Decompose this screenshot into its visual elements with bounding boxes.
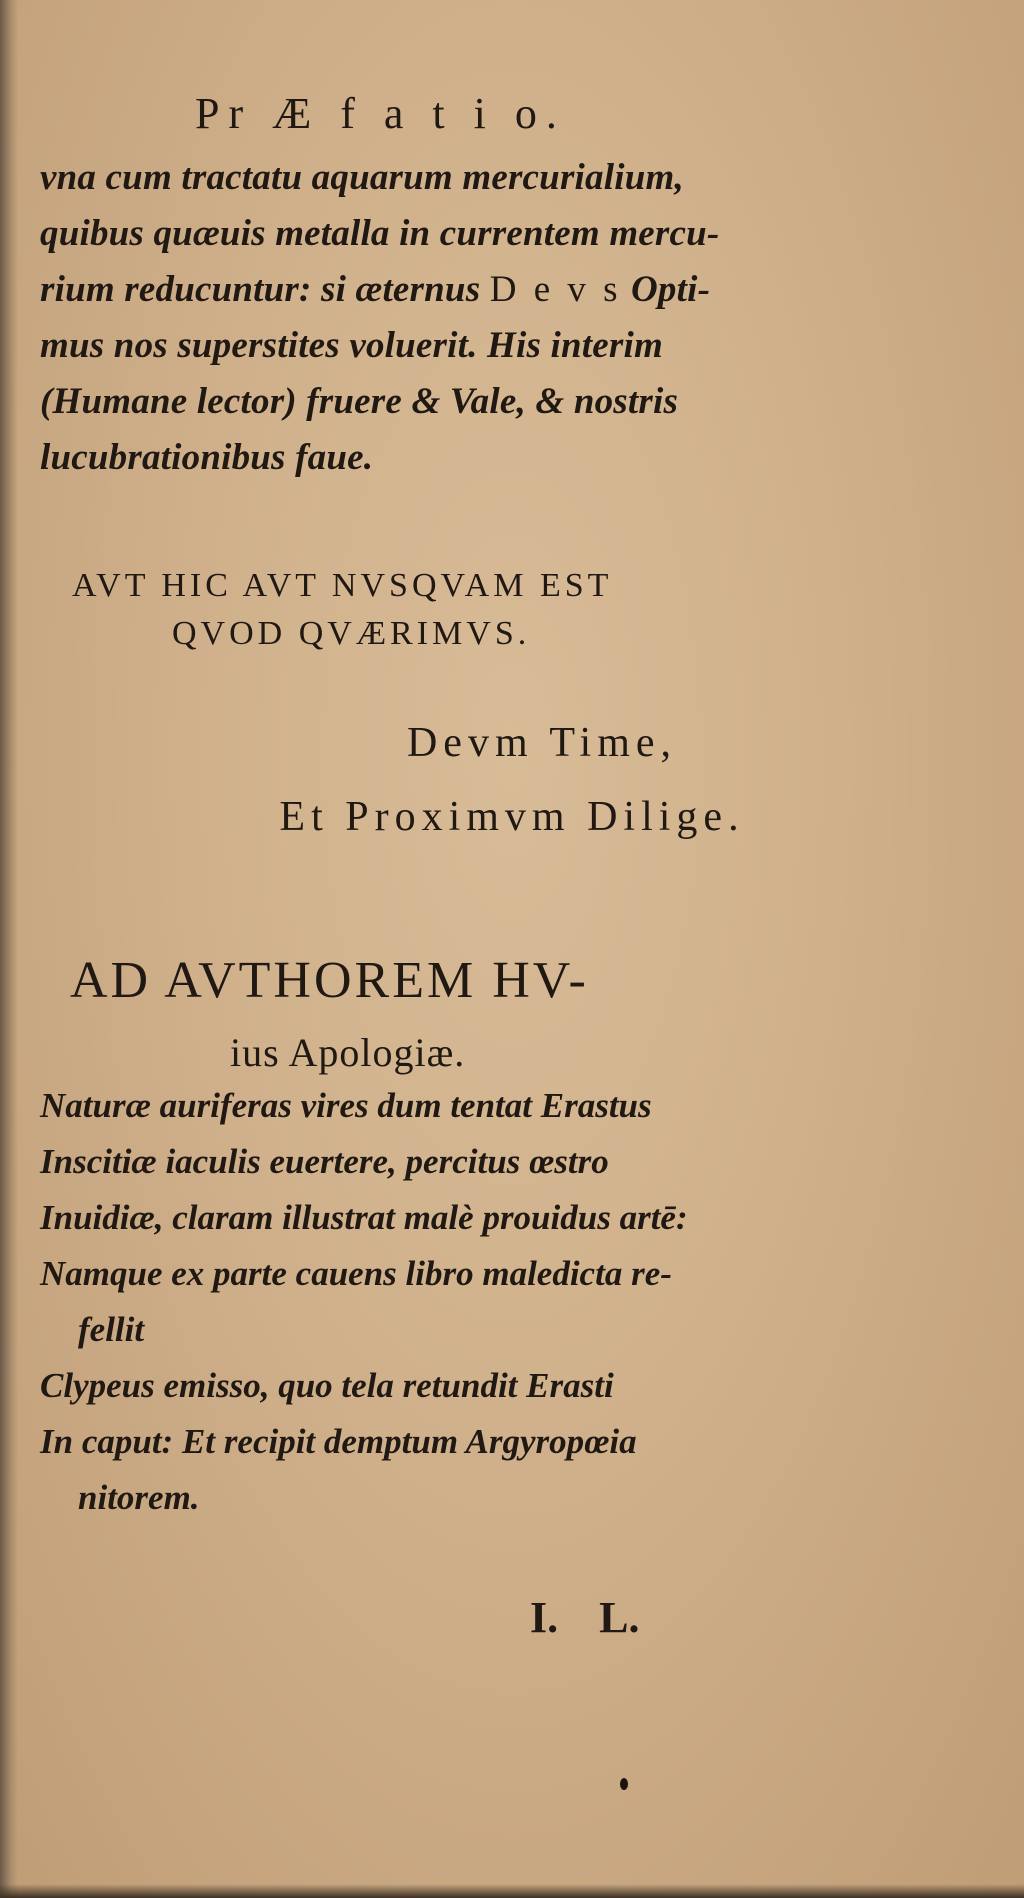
motto-line-1: AVT HIC AVT NVSQVAM EST (72, 567, 613, 604)
verse-line-6: Clypeus emisso, quo tela retundit Erasti (40, 1366, 614, 1405)
verse-line-5: fellit (78, 1310, 145, 1349)
poem-heading (70, 945, 589, 1089)
devum-line-1: Devm Time, (406, 720, 678, 766)
motto-line-2: QVOD QVÆRIMVS. (172, 615, 531, 652)
running-head: Pr Æ f a t i o. (195, 89, 566, 138)
preface-line-6: lucubrationibus faue. (40, 437, 374, 478)
verse-line-2: Inscitiæ iaculis euertere, percitus œstro (40, 1142, 609, 1181)
verse-line-1: Naturæ auriferas vires dum tentat Erastus (40, 1086, 652, 1125)
poem-heading-line-1: AD AVTHOREM HV- (70, 952, 589, 1009)
devum-time (0, 706, 1024, 854)
verse-line-4: Namque ex parte cauens libro maledicta re- (40, 1254, 672, 1293)
poem-verse (40, 1078, 800, 1526)
motto (72, 562, 612, 658)
verse-line-7: In caput: Et recipit demptum Argyropœia (40, 1422, 637, 1461)
page-bottom-shadow (0, 1884, 1024, 1898)
preface-line-1: vna cum tractatu aquarum mercurialium, (40, 157, 684, 198)
preface-text (40, 150, 800, 486)
verse-line-3: Inuidiæ, claram illustrat malè prouidus artē: (40, 1198, 688, 1237)
preface-line-2: quibus quæuis metalla in currentem mercu- (40, 213, 720, 254)
ink-speck (620, 1778, 628, 1790)
preface-line-5: (Humane lector) fruere & Vale, & nostris (40, 381, 679, 422)
author-initials: I. L. (530, 1593, 640, 1642)
preface-line-3-suffix: Opti- (621, 269, 711, 310)
devum-line-2: Et Proximvm Dilige. (279, 794, 745, 840)
deus-word: D e v s (489, 269, 622, 310)
page-binding-shadow (0, 0, 18, 1898)
verse-line-8: nitorem. (78, 1478, 200, 1517)
preface-line-3 (40, 262, 800, 318)
poem-heading-line-2: ius Apologiæ. (230, 1030, 466, 1075)
preface-line-4: mus nos superstites voluerit. His interim (40, 325, 663, 366)
preface-line-3-prefix: rium reducuntur: si æternus (40, 269, 490, 310)
